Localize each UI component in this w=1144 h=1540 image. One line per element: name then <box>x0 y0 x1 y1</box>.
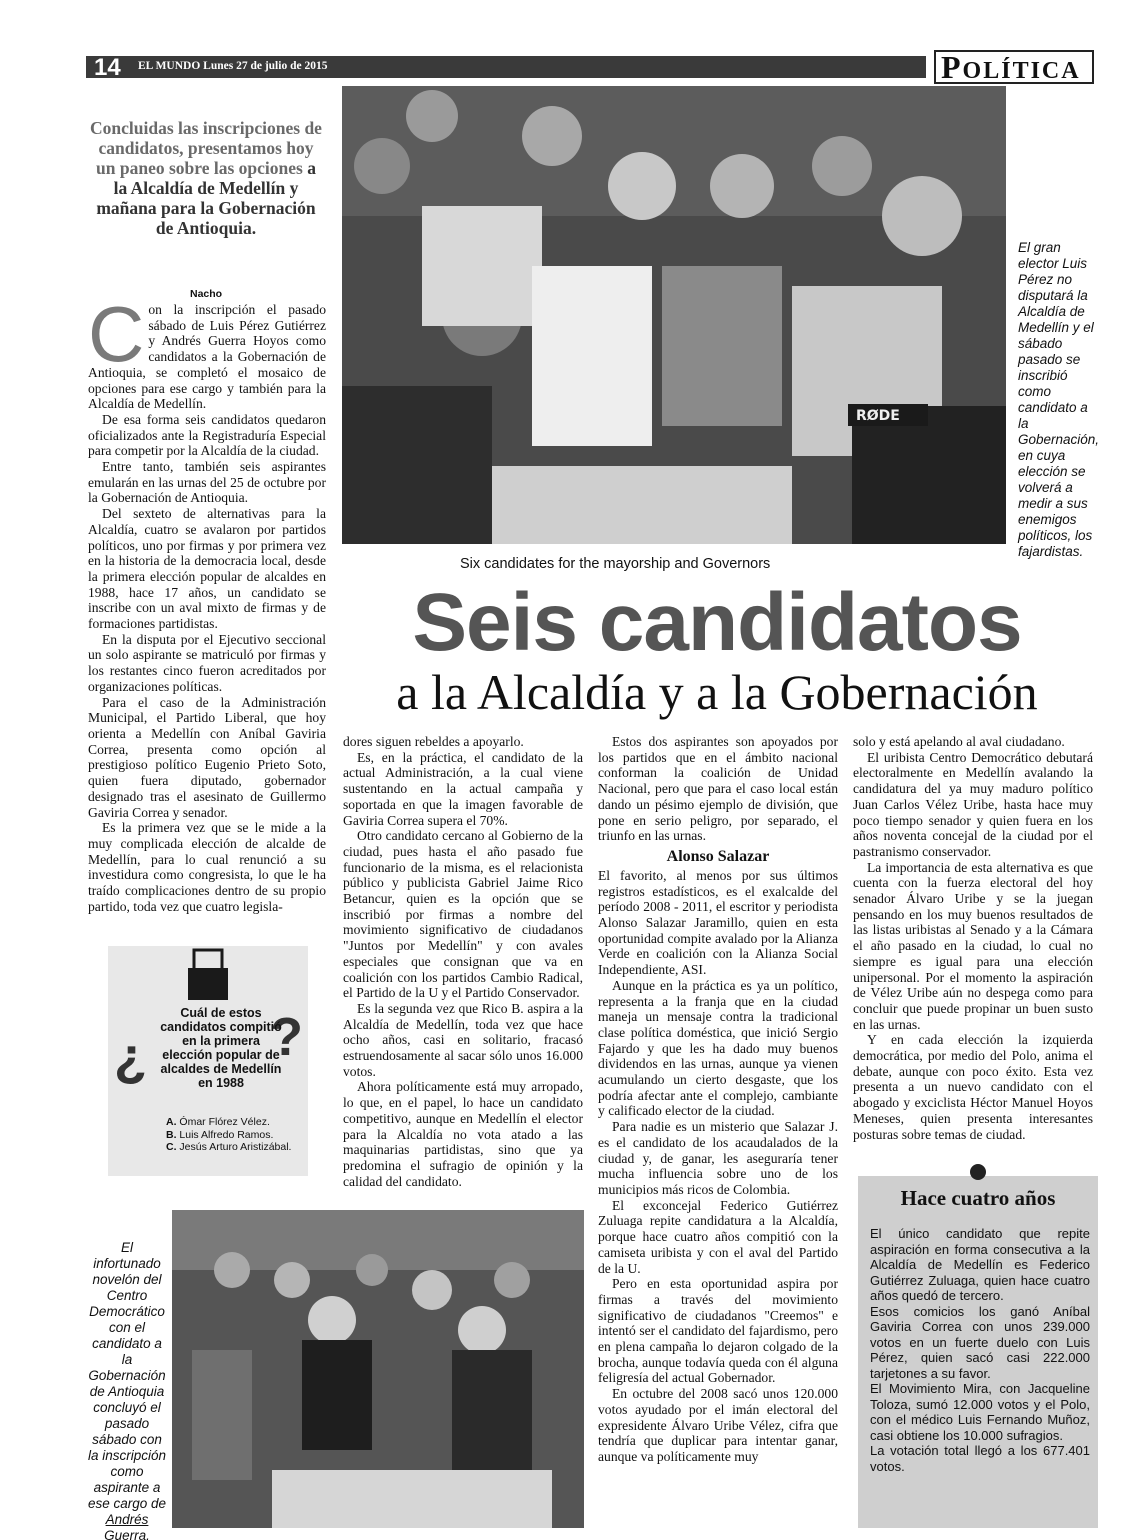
paragraph: Estos dos aspirantes son apoyados por los partidos que en el ámbito nacional conforman la coalición de Unidad Nacional, pero que para el caso local están dando un pésimo ejemplo de división, que pone en serio peligro, por separado, el triunfo en las urnas. <box>598 734 838 844</box>
quiz-answer <box>166 1141 291 1154</box>
paragraph: Entre tanto, también seis aspirantes emularán en las urnas del 25 de octubre por la Gobernación de Antioquia. <box>88 459 326 506</box>
caption-text: El infortunado novelón del Centro Democrático con el candidato a la Gobernación de Antioquia concluyó el pasado sábado con la inscripción como aspirante a ese cargo de <box>87 1240 167 1511</box>
close-question-mark: ? <box>270 1007 303 1067</box>
paragraph: El favorito, al menos por sus últimos registros estadísticos, es el exalcalde del período 2008 - 2011, el escritor y periodista Alonso Salazar Jaramillo, quien en esta oportunidad compite avalado por la Alianza Verde en coalición con la Alianza Social Independiente, ASI. <box>598 867 838 978</box>
section-initial: P <box>941 49 963 85</box>
intro-grey: Concluidas las inscripciones de candidatos, presentamos hoy un paneo sobre las opciones <box>90 118 322 178</box>
sidebar-body <box>870 1226 1090 1474</box>
quiz-box <box>108 946 308 1176</box>
paragraph: Ahora políticamente está muy arropado, lo que, en el papel, lo hace un candidato competitivo, aunque en Medellín el elector para la Alcaldía no vota atado a las maquinarias partidistas, sino que ya predomina el sufragio de opinión y la calidad del candidato. <box>343 1079 583 1189</box>
sidebar-paragraph: La votación total llegó a los 677.401 votos. <box>870 1443 1090 1474</box>
sidebar-paragraph: El Movimiento Mira, con Jacqueline Toloza, sumó 12.000 votos y el Polo, con el médico Luis Fernando Muñoz, casi obtiene los 10.000 sufragios. <box>870 1381 1090 1443</box>
caption-name: Andrés Guerra. <box>104 1512 150 1540</box>
sidebar-paragraph: Esos comicios los ganó Aníbal Gaviria Correa con unos 239.000 votos en un fuerte duelo con Luis Pérez, quien sacó casi 222.000 tarjetones a su favor. <box>870 1303 1090 1381</box>
sidebar-paragraph: El único candidato que repite aspiración en forma consecutiva a la Alcaldía de Medellín es Federico Gutiérrez Zuluaga, quien hace cuatro años quedó de tercero. <box>870 1226 1090 1303</box>
top-photo <box>342 86 1006 544</box>
drop-cap: C <box>88 290 145 378</box>
answer-letter: C. <box>166 1141 177 1153</box>
article-column-4 <box>853 734 1093 1142</box>
section-rest: OLÍTICA <box>962 58 1081 84</box>
answer-letter: A. <box>166 1116 177 1128</box>
paragraph: Y en cada elección la izquierda democrática, por medio del Polo, anima el debate, aunque con poco éxito. Esta vez presenta a un nuevo candidato con el abogado y exciclista Héctor Manuel Hoyos Meneses, quien presenta interesantes posturas sobre temas de ciudad. <box>853 1032 1093 1142</box>
sidebar-title: Hace cuatro años <box>900 1186 1056 1210</box>
answer-text: Ómar Flórez Vélez. <box>179 1116 270 1128</box>
quiz-question: Cuál de estos candidatos compitió en la primera elección popular de alcaldes de Medellín en 1988 <box>160 1006 282 1090</box>
paragraph: Para nadie es un misterio que Salazar J. es el candidato de los acaudalados de la ciudad y, de ganar, les aseguraría tener mucha influencia sobre uno de los municipios más ricos de Colombia. <box>598 1119 838 1197</box>
paragraph: Para el caso de la Administración Municipal, el Partido Liberal, que hoy orienta a Medellín con Aníbal Gaviria Correa, presenta como opción al prestigioso político Eugenio Prieto Soto, quien fuera diputado, gobernador designado tras el asesinato de Guillermo Gaviria Correa y senador. <box>88 694 326 820</box>
paragraph-text: on la inscripción el pasado sábado de Luis Pérez Gutiérrez y Andrés Guerra Hoyos como candidatos a la Gobernación de Antioquia, se completó el mosaico de opciones para ese cargo y también para la Alcaldía de Medellín. <box>88 302 326 412</box>
paragraph: La importancia de esta alternativa es que cuenta con la fuerza electoral del hoy senador Álvaro Uribe y se la juegan pensando en los muy buenos resultados de las listas uribistas al Senado y a la Cámara el año pasado en la ciudad, lo cual no siempre es igual para una elección unipersonal. Por el momento la aspiración de Vélez Uribe aún no despega como para concluir que puede propinar un buen susto en las urnas. <box>853 859 1093 1032</box>
page-bar <box>86 54 926 81</box>
intro-summary <box>90 118 322 238</box>
quiz-answer <box>166 1116 291 1129</box>
subheading: Alonso Salazar <box>666 847 770 865</box>
paragraph: Es, en la práctica, el candidato de la actual Administración, a la cual viene sustentando en la actual campaña y soportada en que la imagen favorable de Gaviria Correa supera el 70%. <box>343 749 583 828</box>
bottom-photo-caption <box>86 1240 168 1540</box>
paragraph: En la disputa por el Ejecutivo seccional un solo aspirante se matriculó por firmas y los restantes cinco fueron acreditados por organizaciones políticas. <box>88 631 326 694</box>
paragraph: Es la primera vez que se le mide a la muy complicada elección de alcalde de Medellín, para lo cual renunció a su investidura como congresista, lo que le ha traído complicaciones dentro de su propio partido, toda vez que cuatro legisla- <box>88 820 326 914</box>
binder-clip-icon <box>184 946 232 1002</box>
byline: Nacho <box>190 288 223 300</box>
paragraph: En octubre del 2008 sacó unos 120.000 votos ayudado por el imán electoral del expresidente Álvaro Uribe Vélez, cifra que tendría que duplicar para intentar ganar, aunque va políticamente muy <box>598 1386 838 1464</box>
masthead <box>86 50 1094 86</box>
paragraph: Pero en esta oportunidad aspira por firmas a través del movimiento significativo de ciudadanos "Creemos" e intentó ser el candidato del fajardismo, pero en plena campaña lo dejaron colgado de la brocha, aunque todavía queda con él alguna feligresía del actual Gobernador. <box>598 1276 838 1386</box>
paragraph: El exconcejal Federico Gutiérrez Zuluaga repite candidatura a la Alcaldía, porque hace cuatro años compitió con la camiseta uribista y con el aval del Partido de la U. <box>598 1197 838 1276</box>
answer-text: Jesús Arturo Aristizábal. <box>179 1141 292 1153</box>
paragraph: Otro candidato cercano al Gobierno de la ciudad, pues hasta el año pasado fue funcionario de la misma, es el relacionista público y publicista Gabriel Jaime Rico Betancur, quien es la opción que se inscribió por firmas a nombre del movimiento significativo de ciudadanos "Juntos por Medellín" y con avales especiales que consignan que va en coalición con los partidos Cambio Radical, el Partido de la U y el Partido Conservador. <box>343 828 583 1001</box>
registration-photo-illustration <box>172 1210 584 1528</box>
mic-label: RØDE <box>856 408 900 424</box>
paragraph: Es la segunda vez que Rico B. aspira a la Alcaldía de Medellín, toda vez que hace ocho años, casi en solitario, fracasó estruendosamente al sacar sólo unos 16.000 votos. <box>343 1000 583 1079</box>
top-photo-caption: El gran elector Luis Pérez no disputará la Alcaldía de Medellín y el sábado pasado se inscribió como candidato a la Gobernación, en cuya elección se volverá a medir a sus enemigos políticos, los fajardistas. <box>1018 240 1100 559</box>
answer-text: Luis Alfredo Ramos. <box>179 1128 274 1141</box>
paragraph: Aunque en la práctica es ya un político, representa a la franja que en la ciudad maneja un mensaje contra la tradicional clase política doméstica, que inició Sergio Fajardo y que les ha dado muy buenos dividendos en las urnas, aunque ya vienen acumulando un cierto desgaste, que los podría afectar ante el complejo, cambiante y calificado elector de la ciudad. <box>598 977 838 1119</box>
sidebar-box <box>858 1176 1098 1528</box>
paragraph: El uribista Centro Democrático debutará electoralmente en Medellín avalando la candidatura del ya muy maduro político Juan Carlos Vélez Uribe, hasta hace muy poco tiempo senador y quien fuera en los años noventa concejal de la ciudad por el pastranismo conservador. <box>853 749 1093 859</box>
headline-main: Seis candidatos <box>412 577 1022 668</box>
crowd-photo-illustration <box>342 86 1006 544</box>
quiz-answers <box>166 1116 291 1154</box>
publication-info: EL MUNDO Lunes 27 de julio de 2015 <box>138 60 328 72</box>
pushpin-icon <box>968 1162 988 1182</box>
article-column-2 <box>343 734 583 1189</box>
headline-secondary: a la Alcaldía y a la Gobernación <box>396 664 1038 720</box>
section-label <box>934 50 1094 84</box>
intro-black: a la Alcaldía de Medellín y mañana para la Gobernación de Antioquia. <box>96 158 316 238</box>
article-column-3 <box>598 734 838 1465</box>
paragraph: solo y está apelando al aval ciudadano. <box>853 734 1065 749</box>
open-question-mark: ¿ <box>114 1027 147 1087</box>
headline-translation: Six candidates for the mayorship and Governors <box>460 556 771 572</box>
page-number: 14 <box>94 54 121 81</box>
bottom-photo <box>172 1210 584 1528</box>
paragraph: Del sexteto de alternativas para la Alcaldía, cuatro se avalaron por partidos políticos, uno por firmas y por primera vez en la historia de la democracia local, desde la primera elección popular de alcaldes en 1988, hace 17 años, un candidato se inscribe con un aval mixto de firmas y de formaciones partidistas. <box>88 506 326 632</box>
paragraph: dores siguen rebeldes a apoyarlo. <box>343 734 524 749</box>
answer-letter: B. <box>166 1128 177 1141</box>
quiz-answer <box>166 1129 291 1142</box>
paragraph: De esa forma seis candidatos quedaron oficializados ante la Registraduría Especial para competir por la Alcaldía de la ciudad. <box>88 411 326 459</box>
